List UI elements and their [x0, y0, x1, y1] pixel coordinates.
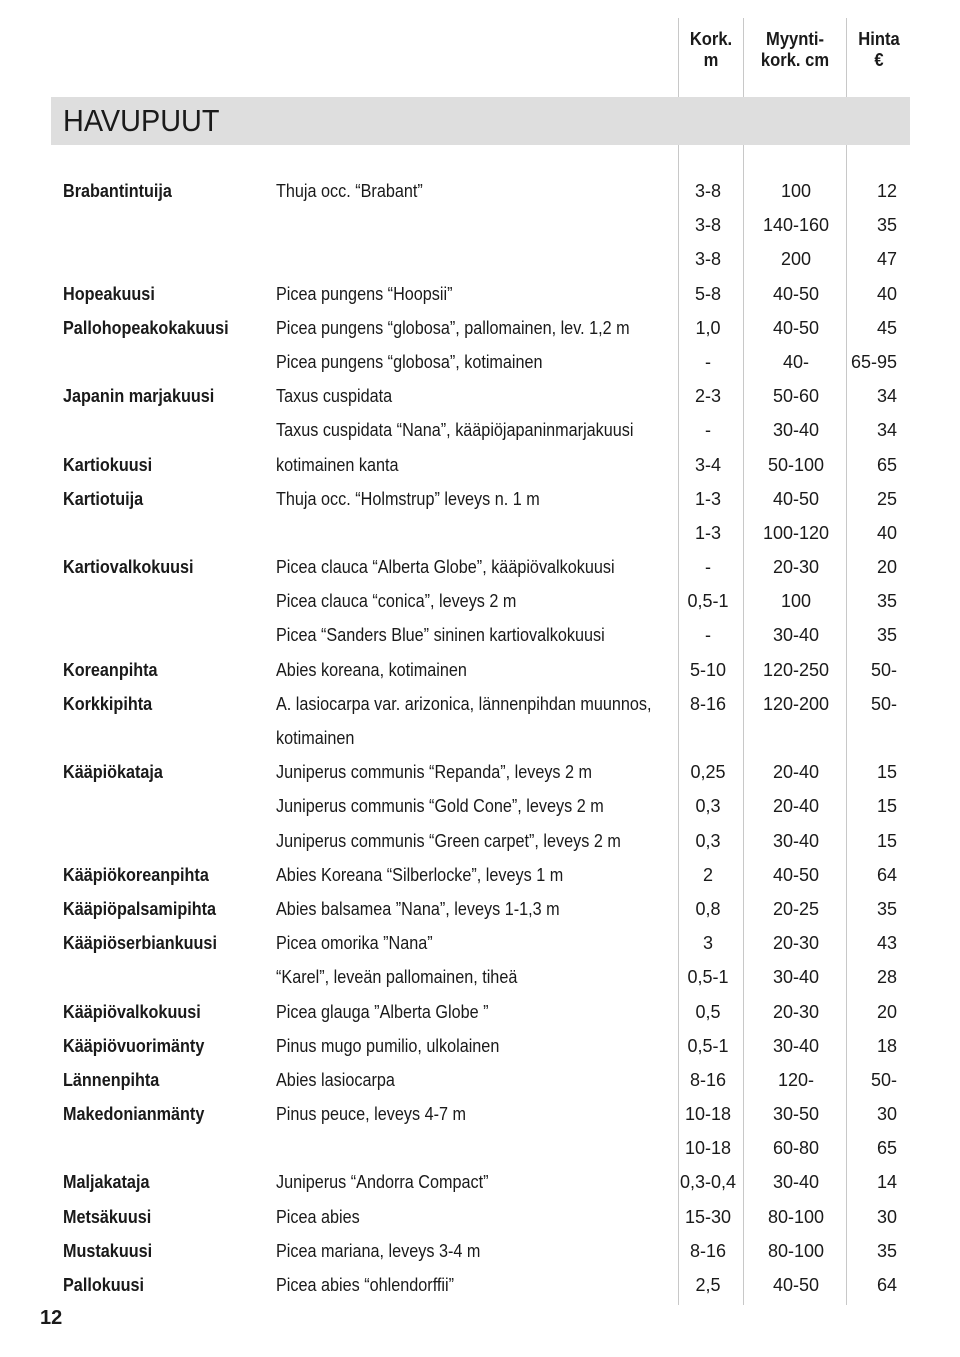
- plant-latin-name: Abies balsamea ”Nana”, leveys 1-1,3 m: [276, 898, 560, 919]
- plant-name: Makedonianmänty: [63, 1104, 205, 1125]
- price-eur: 35: [876, 625, 897, 646]
- plant-latin-name: Thuja occ. “Brabant”: [276, 181, 423, 201]
- plant-latin-name: Picea pungens “globosa”, kotimainen: [276, 351, 543, 372]
- sale-height-cm: 30-40: [772, 967, 820, 988]
- plant-latin-name: Pinus peuce, leveys 4-7 m: [276, 1104, 466, 1125]
- sale-height-cm: 40-50: [772, 864, 820, 885]
- plant-latin-name: Taxus cuspidata: [276, 386, 393, 407]
- height-m: 10-18: [684, 1104, 732, 1125]
- height-m: 3-4: [694, 454, 721, 475]
- table-row: [0, 1165, 960, 1199]
- table-row: [0, 653, 960, 687]
- sale-height-cm: 120-: [777, 1069, 815, 1090]
- table-row: [0, 242, 960, 276]
- height-m: 1-3: [694, 522, 721, 543]
- table-row: [0, 550, 960, 584]
- plant-name: Brabantintuija: [63, 181, 172, 201]
- plant-latin-name: Picea clauca “Alberta Globe”, kääpiövalkokuusi: [276, 557, 615, 578]
- price-eur: 12: [876, 181, 897, 201]
- sale-height-cm: 60-80: [772, 1138, 820, 1159]
- table-row: [0, 413, 960, 447]
- plant-name: Kartiotuija: [63, 488, 144, 509]
- table-row: [0, 824, 960, 858]
- height-m: 0,5-1: [687, 967, 729, 988]
- height-m: 2-3: [694, 386, 721, 407]
- price-eur: 40: [876, 283, 897, 304]
- table-row: [0, 1268, 960, 1302]
- plant-latin-name: Picea omorika ”Nana”: [276, 933, 433, 954]
- table-row: [0, 687, 960, 721]
- height-m: 15-30: [684, 1206, 732, 1227]
- price-eur: 35: [876, 1240, 897, 1261]
- table-row: [0, 858, 960, 892]
- table-row: [0, 1131, 960, 1165]
- price-eur: 65-95: [851, 351, 898, 372]
- plant-latin-name: kotimainen kanta: [276, 454, 399, 475]
- table-row: [0, 1200, 960, 1234]
- plant-name: Koreanpihta: [63, 659, 158, 680]
- sale-height-cm: 40-: [782, 351, 809, 372]
- plant-latin-name: Picea “Sanders Blue” sininen kartiovalkokuusi: [276, 625, 605, 646]
- sale-height-cm: 100: [780, 181, 812, 201]
- price-eur: 15: [876, 762, 897, 783]
- table-row: [0, 618, 960, 652]
- plant-latin-name: Picea pungens “Hoopsii”: [276, 283, 453, 304]
- height-m: 3-8: [694, 181, 721, 201]
- table-row: [0, 311, 960, 345]
- table-row: [0, 277, 960, 311]
- price-eur: 30: [876, 1104, 897, 1125]
- plant-latin-name: Picea pungens “globosa”, pallomainen, lev. 1,2 m: [276, 317, 630, 338]
- height-m: 0,25: [690, 762, 726, 783]
- plant-latin-name: Taxus cuspidata “Nana”, kääpiöjapaninmarjakuusi: [276, 420, 634, 441]
- header-myynti: [750, 29, 840, 71]
- sale-height-cm: 100-120: [762, 522, 830, 543]
- table-row: [0, 721, 960, 755]
- price-eur: 35: [876, 591, 897, 612]
- price-eur: 65: [876, 1138, 897, 1159]
- plant-latin-name: Juniperus communis “Gold Cone”, leveys 2 m: [276, 796, 604, 817]
- plant-name: Kääpiövuorimänty: [63, 1035, 205, 1056]
- sale-height-cm: 20-40: [772, 796, 820, 817]
- sale-height-cm: 30-40: [772, 625, 820, 646]
- table-row: [0, 448, 960, 482]
- header-myynti-line1: Myynti-: [766, 29, 824, 49]
- table-row: [0, 926, 960, 960]
- price-eur: 34: [876, 420, 897, 441]
- sale-height-cm: 20-25: [772, 898, 820, 919]
- header-hinta: [850, 29, 907, 71]
- height-m: 0,8: [695, 898, 721, 919]
- table-row: [0, 1063, 960, 1097]
- table-row: [0, 755, 960, 789]
- sale-height-cm: 80-100: [767, 1206, 825, 1227]
- price-eur: 35: [876, 215, 897, 236]
- plant-name: Kääpiökataja: [63, 762, 163, 783]
- price-eur: 14: [876, 1172, 897, 1193]
- header-hinta-line1: Hinta: [858, 29, 900, 49]
- sale-height-cm: 120-200: [762, 693, 830, 714]
- plant-name: Lännenpihta: [63, 1069, 160, 1090]
- table-row: [0, 960, 960, 994]
- page-number: 12: [40, 1307, 63, 1329]
- height-m: -: [705, 420, 711, 441]
- plant-latin-name: “Karel”, leveän pallomainen, tiheä: [276, 967, 518, 988]
- plant-name: Kartiokuusi: [63, 454, 153, 475]
- sale-height-cm: 30-40: [772, 1172, 820, 1193]
- plant-name: Kääpiövalkokuusi: [63, 1001, 201, 1022]
- plant-latin-name: Juniperus communis “Green carpet”, leveys 2 m: [276, 830, 621, 851]
- sale-height-cm: 80-100: [767, 1240, 825, 1261]
- plant-name: Kääpiökoreanpihta: [63, 864, 209, 885]
- height-m: 0,3: [695, 796, 721, 817]
- price-eur: 28: [876, 967, 897, 988]
- plant-latin-name: A. lasiocarpa var. arizonica, lännenpihdan muunnos,: [276, 693, 652, 714]
- plant-name: Pallokuusi: [63, 1275, 145, 1295]
- height-m: 0,5-1: [687, 1035, 729, 1056]
- price-eur: 15: [876, 830, 897, 851]
- price-eur: 43: [876, 933, 897, 954]
- height-m: 0,3: [695, 830, 721, 851]
- plant-latin-name: Picea clauca “conica”, leveys 2 m: [276, 591, 517, 612]
- sale-height-cm: 30-40: [772, 830, 820, 851]
- sale-height-cm: 40-50: [772, 317, 820, 338]
- table-row: [0, 584, 960, 618]
- table-row: [0, 1029, 960, 1063]
- table-row: [0, 208, 960, 242]
- price-eur: 40: [876, 522, 897, 543]
- plant-latin-name: Thuja occ. “Holmstrup” leveys n. 1 m: [276, 488, 540, 509]
- price-eur: 50-: [870, 1069, 897, 1090]
- height-m: -: [705, 625, 711, 646]
- table-row: [0, 789, 960, 823]
- header-kork-line1: Kork.: [689, 29, 733, 49]
- section-band: [51, 97, 910, 145]
- sale-height-cm: 30-40: [772, 1035, 820, 1056]
- plant-name: Maljakataja: [63, 1172, 150, 1193]
- height-m: 3-8: [694, 215, 721, 236]
- price-eur: 35: [876, 898, 897, 919]
- price-eur: 15: [876, 796, 897, 817]
- price-eur: 20: [876, 557, 897, 578]
- section-title: HAVUPUUT: [63, 103, 220, 138]
- height-m: 8-16: [689, 1069, 727, 1090]
- plant-latin-name: Juniperus “Andorra Compact”: [276, 1172, 489, 1193]
- plant-latin-name: Pinus mugo pumilio, ulkolainen: [276, 1035, 500, 1056]
- header-myynti-line2: kork. cm: [760, 50, 830, 70]
- plant-name: Korkkipihta: [63, 693, 153, 714]
- table-row: [0, 516, 960, 550]
- sale-height-cm: 40-50: [772, 283, 820, 304]
- table-row: [0, 345, 960, 379]
- sale-height-cm: 30-40: [772, 420, 820, 441]
- plant-name: Mustakuusi: [63, 1240, 153, 1261]
- table-row: [0, 892, 960, 926]
- height-m: -: [705, 351, 711, 372]
- table-row: [0, 1097, 960, 1131]
- sale-height-cm: 40-50: [772, 488, 820, 509]
- height-m: -: [705, 557, 711, 578]
- sale-height-cm: 30-50: [772, 1104, 820, 1125]
- price-eur: 65: [876, 454, 897, 475]
- height-m: 3: [702, 933, 713, 954]
- price-eur: 34: [876, 386, 897, 407]
- plant-latin-name: Abies lasiocarpa: [276, 1069, 395, 1090]
- table-row: [0, 174, 960, 208]
- header-hinta-line2: €: [874, 50, 884, 70]
- height-m: 1-3: [694, 488, 721, 509]
- table-row: [0, 379, 960, 413]
- price-eur: 30: [876, 1206, 897, 1227]
- height-m: 0,3-0,4: [679, 1172, 737, 1193]
- plant-latin-name: Juniperus communis “Repanda”, leveys 2 m: [276, 762, 593, 783]
- price-eur: 50-: [870, 693, 897, 714]
- height-m: 1,0: [695, 317, 721, 338]
- height-m: 0,5-1: [687, 591, 729, 612]
- price-eur: 25: [876, 488, 897, 509]
- plant-name: Kääpiöpalsamipihta: [63, 898, 217, 919]
- sale-height-cm: 20-40: [772, 762, 820, 783]
- plant-latin-name: Picea abies “ohlendorffii”: [276, 1275, 455, 1295]
- height-m: 3-8: [694, 249, 721, 270]
- table-row: [0, 482, 960, 516]
- price-eur: 18: [876, 1035, 897, 1056]
- height-m: 8-16: [689, 1240, 727, 1261]
- sale-height-cm: 50-100: [767, 454, 825, 475]
- plant-name: Pallohopeakokakuusi: [63, 317, 229, 338]
- plant-name: Japanin marjakuusi: [63, 386, 215, 407]
- plant-latin-name: Abies koreana, kotimainen: [276, 659, 467, 680]
- sale-height-cm: 100: [780, 591, 812, 612]
- plant-latin-name: Abies Koreana “Silberlocke”, leveys 1 m: [276, 864, 564, 885]
- height-m: 2: [702, 864, 713, 885]
- price-eur: 50-: [870, 659, 897, 680]
- height-m: 5-8: [694, 283, 721, 304]
- price-eur: 20: [876, 1001, 897, 1022]
- sale-height-cm: 20-30: [772, 557, 820, 578]
- price-eur: 47: [876, 249, 897, 270]
- height-m: 10-18: [684, 1138, 732, 1159]
- sale-height-cm: 50-60: [772, 386, 820, 407]
- header-kork-line2: m: [703, 50, 719, 70]
- price-list: [0, 174, 960, 1302]
- table-row: [0, 995, 960, 1029]
- price-eur: 64: [876, 1275, 897, 1295]
- height-m: 0,5: [695, 1001, 721, 1022]
- plant-name: Kääpiöserbiankuusi: [63, 933, 217, 954]
- plant-name: Kartiovalkokuusi: [63, 557, 194, 578]
- price-eur: 64: [876, 864, 897, 885]
- sale-height-cm: 20-30: [772, 933, 820, 954]
- sale-height-cm: 140-160: [762, 215, 830, 236]
- sale-height-cm: 40-50: [772, 1275, 820, 1295]
- header-kork: [682, 29, 739, 71]
- price-eur: 45: [876, 317, 897, 338]
- plant-name: Hopeakuusi: [63, 283, 155, 304]
- plant-latin-name: kotimainen: [276, 728, 355, 748]
- sale-height-cm: 20-30: [772, 1001, 820, 1022]
- plant-latin-name: Picea abies: [276, 1206, 360, 1227]
- height-m: 8-16: [689, 693, 727, 714]
- height-m: 2,5: [695, 1275, 721, 1295]
- plant-name: Metsäkuusi: [63, 1206, 152, 1227]
- table-row: [0, 1234, 960, 1268]
- plant-latin-name: Picea glauga ”Alberta Globe ”: [276, 1001, 489, 1022]
- sale-height-cm: 120-250: [762, 659, 830, 680]
- sale-height-cm: 200: [780, 249, 812, 270]
- plant-latin-name: Picea mariana, leveys 3-4 m: [276, 1240, 481, 1261]
- height-m: 5-10: [689, 659, 727, 680]
